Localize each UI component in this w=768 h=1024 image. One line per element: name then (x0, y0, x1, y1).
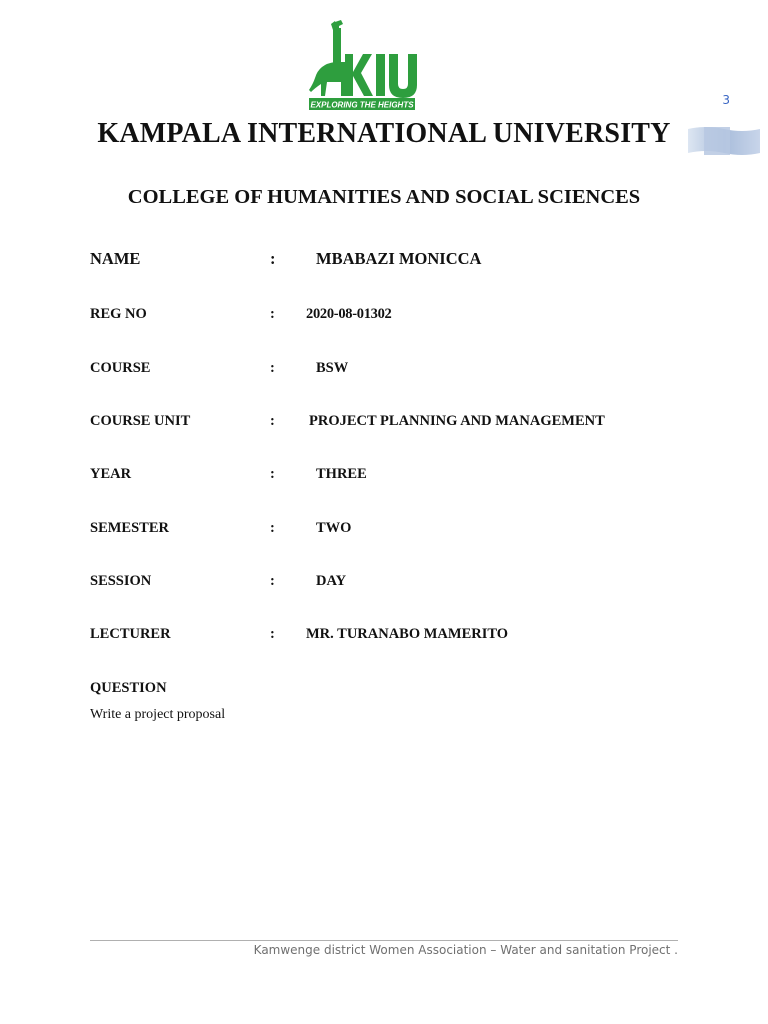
field-row-session (90, 573, 710, 595)
field-row-reg-no (90, 306, 710, 328)
field-label: COURSE (90, 360, 151, 376)
field-label: YEAR (90, 466, 132, 482)
question-label: QUESTION (90, 680, 167, 696)
field-label: SEMESTER (90, 520, 169, 536)
field-colon: : (270, 466, 275, 482)
field-row-course (90, 360, 710, 382)
field-value: TWO (316, 520, 352, 536)
field-row-year (90, 466, 710, 488)
field-colon: : (270, 573, 275, 589)
field-row-name (90, 249, 710, 271)
field-colon: : (270, 360, 275, 376)
university-title: KAMPALA INTERNATIONAL UNIVERSITY (97, 118, 671, 149)
footer-divider (90, 940, 678, 941)
field-colon: : (270, 249, 276, 268)
footer-text: Kamwenge district Women Association – Water and sanitation Project . (253, 943, 678, 957)
field-row-lecturer (90, 626, 710, 648)
field-colon: : (270, 626, 275, 642)
field-label: SESSION (90, 573, 152, 589)
field-row-semester (90, 520, 710, 542)
field-colon: : (270, 306, 275, 322)
page-number: 3 (722, 93, 730, 107)
field-value: MR. TURANABO MAMERITO (306, 626, 509, 642)
field-value: THREE (316, 466, 367, 482)
field-value: PROJECT PLANNING AND MANAGEMENT (309, 413, 605, 429)
field-colon: : (270, 520, 275, 536)
field-label: COURSE UNIT (90, 413, 191, 429)
field-value: BSW (316, 360, 349, 376)
giraffe-logo-icon (305, 18, 417, 114)
field-label: LECTURER (90, 626, 171, 642)
field-row-course-unit (90, 413, 710, 435)
field-label: NAME (90, 249, 141, 268)
field-label: REG NO (90, 306, 147, 322)
field-colon: : (270, 413, 275, 429)
kiu-logo (305, 18, 417, 114)
college-title: COLLEGE OF HUMANITIES AND SOCIAL SCIENCES (127, 186, 641, 208)
field-value: DAY (316, 573, 347, 589)
logo-tagline: EXPLORING THE HEIGHTS (310, 100, 414, 110)
field-value: 2020-08-01302 (306, 306, 392, 322)
field-value: MBABAZI MONICCA (316, 249, 482, 268)
question-text: Write a project proposal (90, 707, 226, 722)
